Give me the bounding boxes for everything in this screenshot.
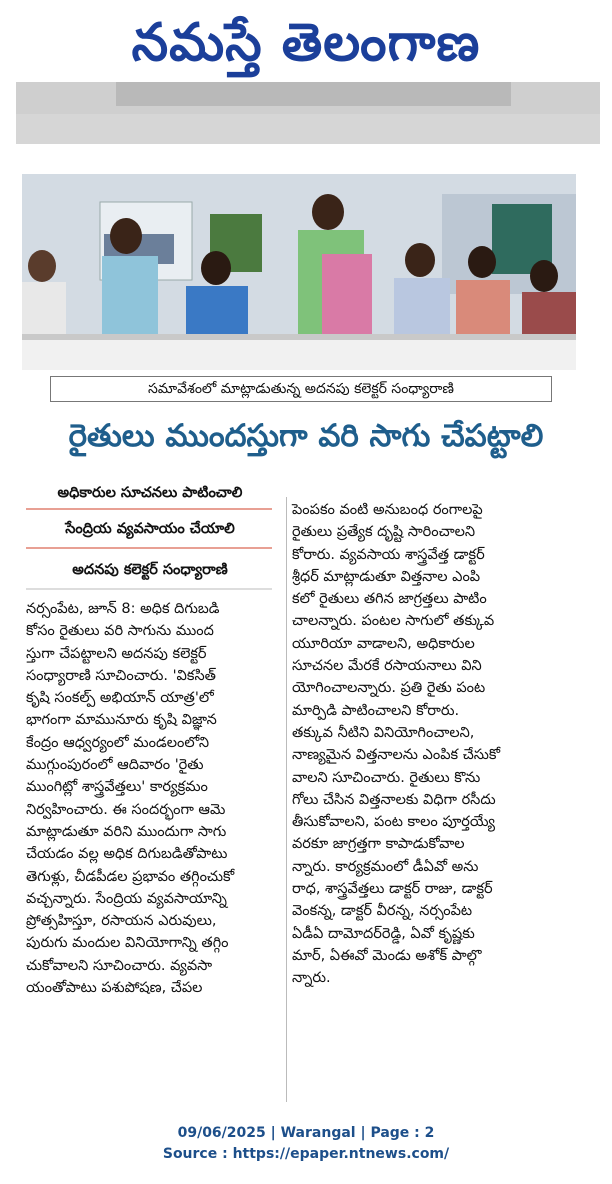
subhead-rule-3 bbox=[26, 588, 272, 590]
body-line: కృషి సంకల్ప్ అభియాన్ యాత్ర'లో bbox=[26, 690, 214, 707]
masthead-band-inner bbox=[116, 82, 511, 106]
body-line: వెంకన్న, డాక్టర్ వీరన్న, నర్సంపేట bbox=[292, 903, 473, 920]
masthead-band-strip bbox=[16, 114, 600, 144]
subhead-2: సేంద్రియ వ్యవసాయం చేయాలి bbox=[65, 521, 235, 537]
masthead bbox=[0, 0, 612, 150]
body-line: తక్కువ నీటిని వినియోగించాలని, bbox=[292, 724, 475, 741]
body-left-column bbox=[26, 598, 284, 999]
body-line: సూచనల మేరకే రసాయనాలు విని bbox=[292, 658, 482, 675]
body-line: ప్రోత్సహిస్తూ, రసాయన ఎరువులు, bbox=[26, 913, 217, 930]
body-line: కలో రైతులు తగిన జాగ్రత్తలు పాటిం bbox=[292, 591, 487, 608]
subhead-3: అదనపు కలెక్టర్ సంధ్యారాణి bbox=[72, 562, 228, 578]
body-line: తీసుకోవాలని, పంట కాలం పూర్తయ్యే bbox=[292, 814, 496, 831]
footer-date-edition: 09/06/2025 | Warangal | Page : 2 bbox=[177, 1125, 435, 1141]
body-line: కేంద్రం ఆధ్వర్యంలో మండలంలోని bbox=[26, 734, 210, 751]
body-line: నిర్వహించారు. ఈ సందర్భంగా ఆమె bbox=[26, 801, 226, 818]
body-line: నాణ్యమైన విత్తనాలను ఎంపిక చేసుకో bbox=[292, 747, 501, 764]
body-line: చేయడం వల్ల అధిక దిగుబడితోపాటు bbox=[26, 846, 228, 863]
body-right-column bbox=[292, 499, 594, 990]
body-line: వచ్చన్నారు. సేంద్రియ వ్యవసాయాన్ని bbox=[26, 890, 227, 907]
body-line: ముగ్గుంపురంలో ఆదివారం 'రైతు bbox=[26, 757, 204, 774]
body-line: మాట్లాడుతూ వరిని ముందుగా సాగు bbox=[26, 823, 227, 840]
meeting-photo-illustration bbox=[22, 174, 576, 370]
column-divider bbox=[286, 497, 287, 1102]
body-line: పురుగు మందుల వినియోగాన్ని తగ్గిం bbox=[26, 935, 229, 952]
footer-source[interactable]: Source : https://epaper.ntnews.com/ bbox=[162, 1146, 450, 1162]
body-line: యూరియా వాడాలని, అధికారుల bbox=[292, 635, 475, 652]
headline: రైతులు ముందస్తుగా వరి సాగు చేపట్టాలి bbox=[68, 418, 544, 454]
body-line: కోసం రైతులు వరి సాగును ముంద bbox=[26, 623, 214, 640]
subhead-1: అధికారుల సూచనలు పాటించాలి bbox=[57, 485, 243, 501]
photo-caption: సమావేశంలో మాట్లాడుతున్న అదనపు కలెక్టర్ సంధ్యారాణి bbox=[50, 376, 552, 402]
masthead-band bbox=[16, 82, 600, 144]
body-line: న్నారు. bbox=[292, 970, 331, 987]
subhead-rule-1 bbox=[26, 508, 272, 510]
body-line: నర్సంపేట, జూన్ 8: అధిక దిగుబడి bbox=[26, 601, 220, 617]
subhead-rule-2 bbox=[26, 547, 272, 549]
body-line: గోలు చేసిన విత్తనాలకు విధిగా రసీదు bbox=[292, 791, 496, 808]
body-line: రాధ, శాస్త్రవేత్తలు డాక్టర్ రాజు, డాక్టర్ bbox=[292, 881, 493, 898]
body-line: న్నారు. కార్యక్రమంలో డీఏవో అను bbox=[292, 858, 479, 875]
body-line: చుకోవాలని సూచించారు. వ్యవసా bbox=[26, 957, 213, 974]
body-line: వాలని సూచించారు. రైతులు కొను bbox=[292, 769, 481, 786]
body-line: మార్, ఏఈవో మెండు అశోక్ పాల్గొ bbox=[292, 947, 482, 964]
body-line: ఏడీఏ దామోదర్‌రెడ్డి, ఏవో కృష్ణకు bbox=[292, 925, 475, 942]
body-line: చాలన్నారు. పంటల సాగులో తక్కువ bbox=[292, 613, 495, 630]
body-line: కోరారు. వ్యవసాయ శాస్త్రవేత్త డాక్టర్ bbox=[292, 546, 485, 563]
body-line: భాగంగా మామునూరు కృషి విజ్ఞాన bbox=[26, 712, 217, 729]
body-line: రైతులు ప్రత్యేక దృష్టి సారించాలని bbox=[292, 524, 476, 541]
body-line: తెగుళ్లు, చీడపీడల ప్రభావం తగ్గించుకో bbox=[26, 868, 235, 885]
body-line: సంధ్యారాణి సూచించారు. 'వికసిత్ bbox=[26, 667, 216, 684]
body-line: శ్రీధర్ మాట్లాడుతూ విత్తనాల ఎంపి bbox=[292, 568, 481, 585]
body-line: యంతోపాటు పశుపోషణ, చేపల bbox=[26, 980, 203, 997]
body-line: వరకూ జాగ్రత్తగా కాపాడుకోవాల bbox=[292, 836, 465, 853]
body-line: స్తుగా చేపట్టాలని అదనపు కలెక్టర్ bbox=[26, 645, 207, 662]
masthead-title: నమస్తే తెలంగాణ bbox=[131, 13, 481, 73]
body-line: యోగించాలన్నారు. ప్రతి రైతు పంట bbox=[292, 680, 486, 697]
body-line: మార్పిడి పాటించాలని కోరారు. bbox=[292, 702, 460, 719]
body-line: పెంపకం వంటి అనుబంధ రంగాలపై bbox=[292, 502, 483, 518]
meeting-photo bbox=[22, 174, 576, 370]
body-line: ముంగిట్లో శాస్త్రవేత్తలు' కార్యక్రమం bbox=[26, 779, 208, 796]
